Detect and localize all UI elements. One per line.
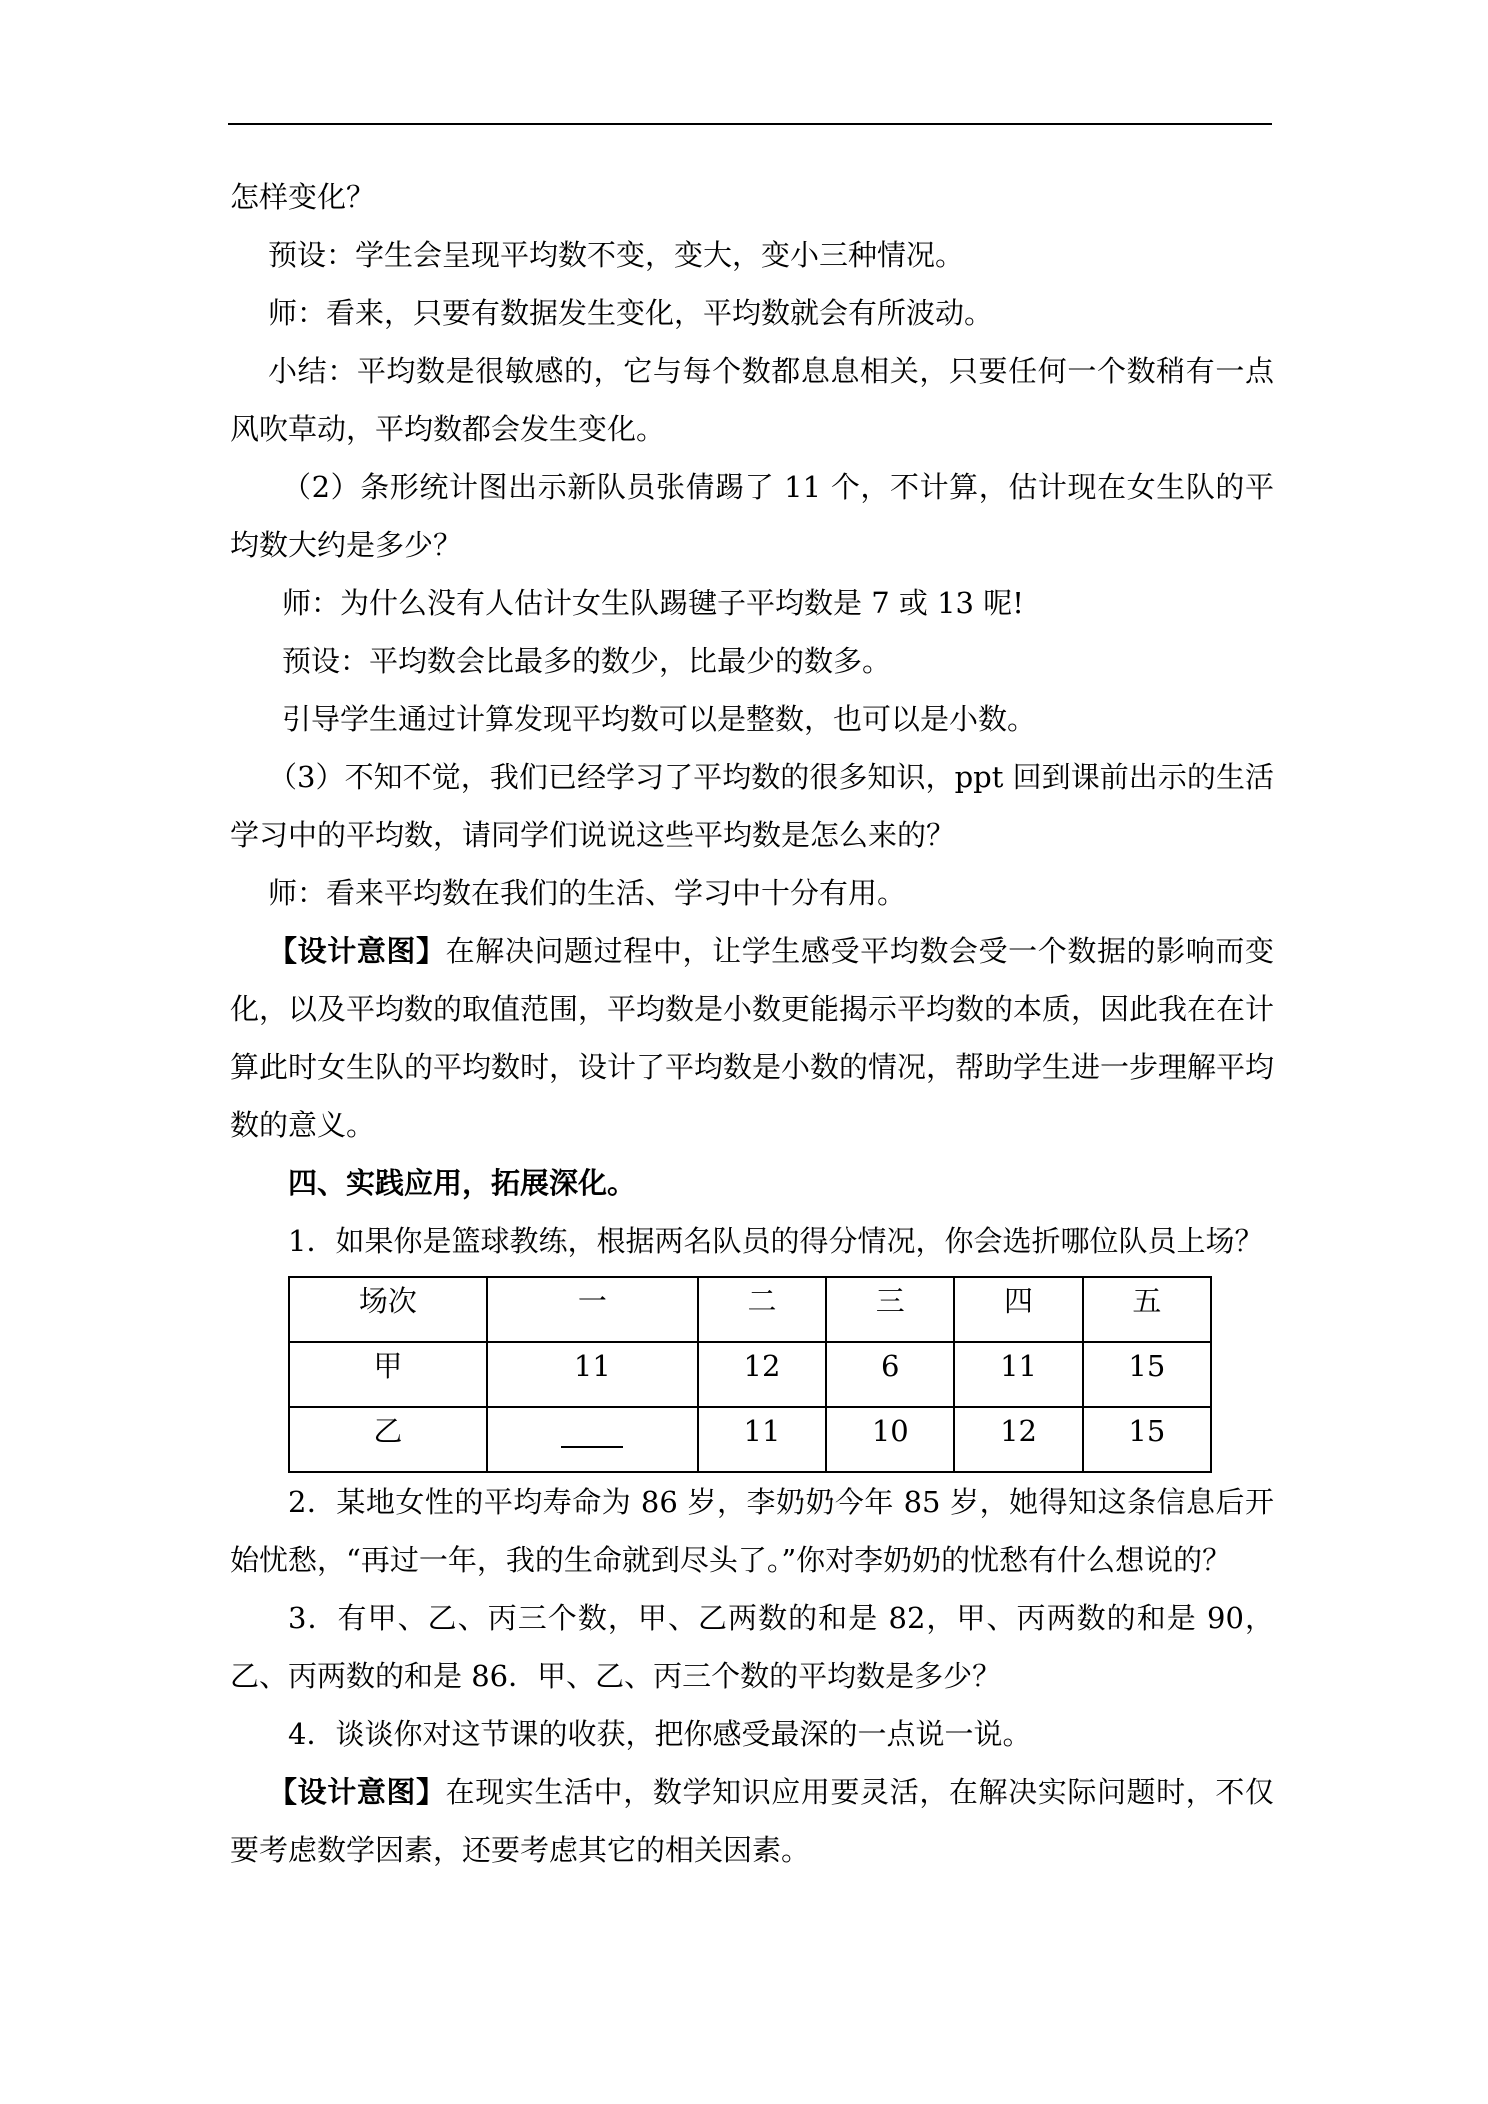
table-cell: 11 [487,1342,698,1407]
question-1: 1．如果你是篮球教练，根据两名队员的得分情况，你会选折哪位队员上场？ [288,1224,1264,1258]
table-cell: 11 [698,1407,826,1472]
table-cell: 乙 [289,1407,487,1472]
table-cell: 11 [954,1342,1082,1407]
score-table [288,1276,1212,1473]
question-2: 2．某地女性的平均寿命为 86 岁，李奶奶今年 85 岁，她得知这条信息后开始忧愁，“再过一年，我的生命就到尽头了。”你对李奶奶的忧愁有什么想说的？ [230,1485,1274,1577]
design-intent-2-text: 在现实生活中，数学知识应用要灵活，在解决实际问题时，不仅要考虑数学因素，还要考虑其它的相关因素。 [230,1775,1274,1867]
question-3: 3．有甲、乙、丙三个数，甲、乙两数的和是 82，甲、丙两数的和是 90，乙、丙两数的和是 86．甲、乙、丙三个数的平均数是多少？ [230,1601,1274,1693]
paragraph-teacher-1: 师：看来，只要有数据发生变化，平均数就会有所波动。 [268,296,994,330]
fill-in-blank [561,1416,623,1448]
table-cell: 15 [1083,1407,1211,1472]
table-cell: 场次 [289,1277,487,1342]
table-cell: 四 [954,1277,1082,1342]
paragraph-teacher-2: 师：为什么没有人估计女生队踢毽子平均数是 7 或 13 呢! [282,586,1024,620]
paragraph-teacher-3: 师：看来平均数在我们的生活、学习中十分有用。 [268,876,907,910]
table-cell: 10 [826,1407,954,1472]
table-cell: 12 [954,1407,1082,1472]
design-intent-2 [230,1763,1274,1879]
table-cell: 一 [487,1277,698,1342]
page-content [230,168,1274,1879]
table-cell-blank [487,1407,698,1472]
question-4: 4．谈谈你对这节课的收获，把你感受最深的一点说一说。 [288,1717,1032,1751]
paragraph-item-3: （3）不知不觉，我们已经学习了平均数的很多知识，ppt 回到课前出示的生活学习中的平均数，请同学们说说这些平均数是怎么来的？ [230,760,1274,852]
table-cell: 甲 [289,1342,487,1407]
table-cell: 12 [698,1342,826,1407]
table-row-jia [289,1342,1211,1407]
header-rule [228,123,1272,125]
table-cell: 五 [1083,1277,1211,1342]
table-row-yi [289,1407,1211,1472]
paragraph-line-0: 怎样变化？ [230,180,376,214]
paragraph-preset-2: 预设：平均数会比最多的数少，比最少的数多。 [282,644,892,678]
design-intent-1-tag: 【设计意图】 [268,934,446,968]
paragraph-summary: 小结：平均数是很敏感的，它与每个数都息息相关，只要任何一个数稍有一点风吹草动，平均数都会发生变化。 [230,354,1274,446]
table-cell: 二 [698,1277,826,1342]
paragraph-preset-1: 预设：学生会呈现平均数不变，变大，变小三种情况。 [268,238,965,272]
design-intent-1-text: 在解决问题过程中，让学生感受平均数会受一个数据的影响而变化，以及平均数的取值范围，平均数是小数更能揭示平均数的本质，因此我在在计算此时女生队的平均数时，设计了平均数是小数的情况，帮助学生进一步理解平均数的意义。 [230,934,1275,1142]
table-header-row [289,1277,1211,1342]
design-intent-2-tag: 【设计意图】 [268,1775,446,1809]
section-heading: 四、实践应用，拓展深化。 [288,1166,637,1200]
table-cell: 6 [826,1342,954,1407]
table-cell: 三 [826,1277,954,1342]
paragraph-item-2: （2）条形统计图出示新队员张倩踢了 11 个，不计算，估计现在女生队的平均数大约是多少？ [230,470,1274,562]
table-cell: 15 [1083,1342,1211,1407]
paragraph-guide: 引导学生通过计算发现平均数可以是整数，也可以是小数。 [282,702,1037,736]
design-intent-1 [230,922,1274,1154]
